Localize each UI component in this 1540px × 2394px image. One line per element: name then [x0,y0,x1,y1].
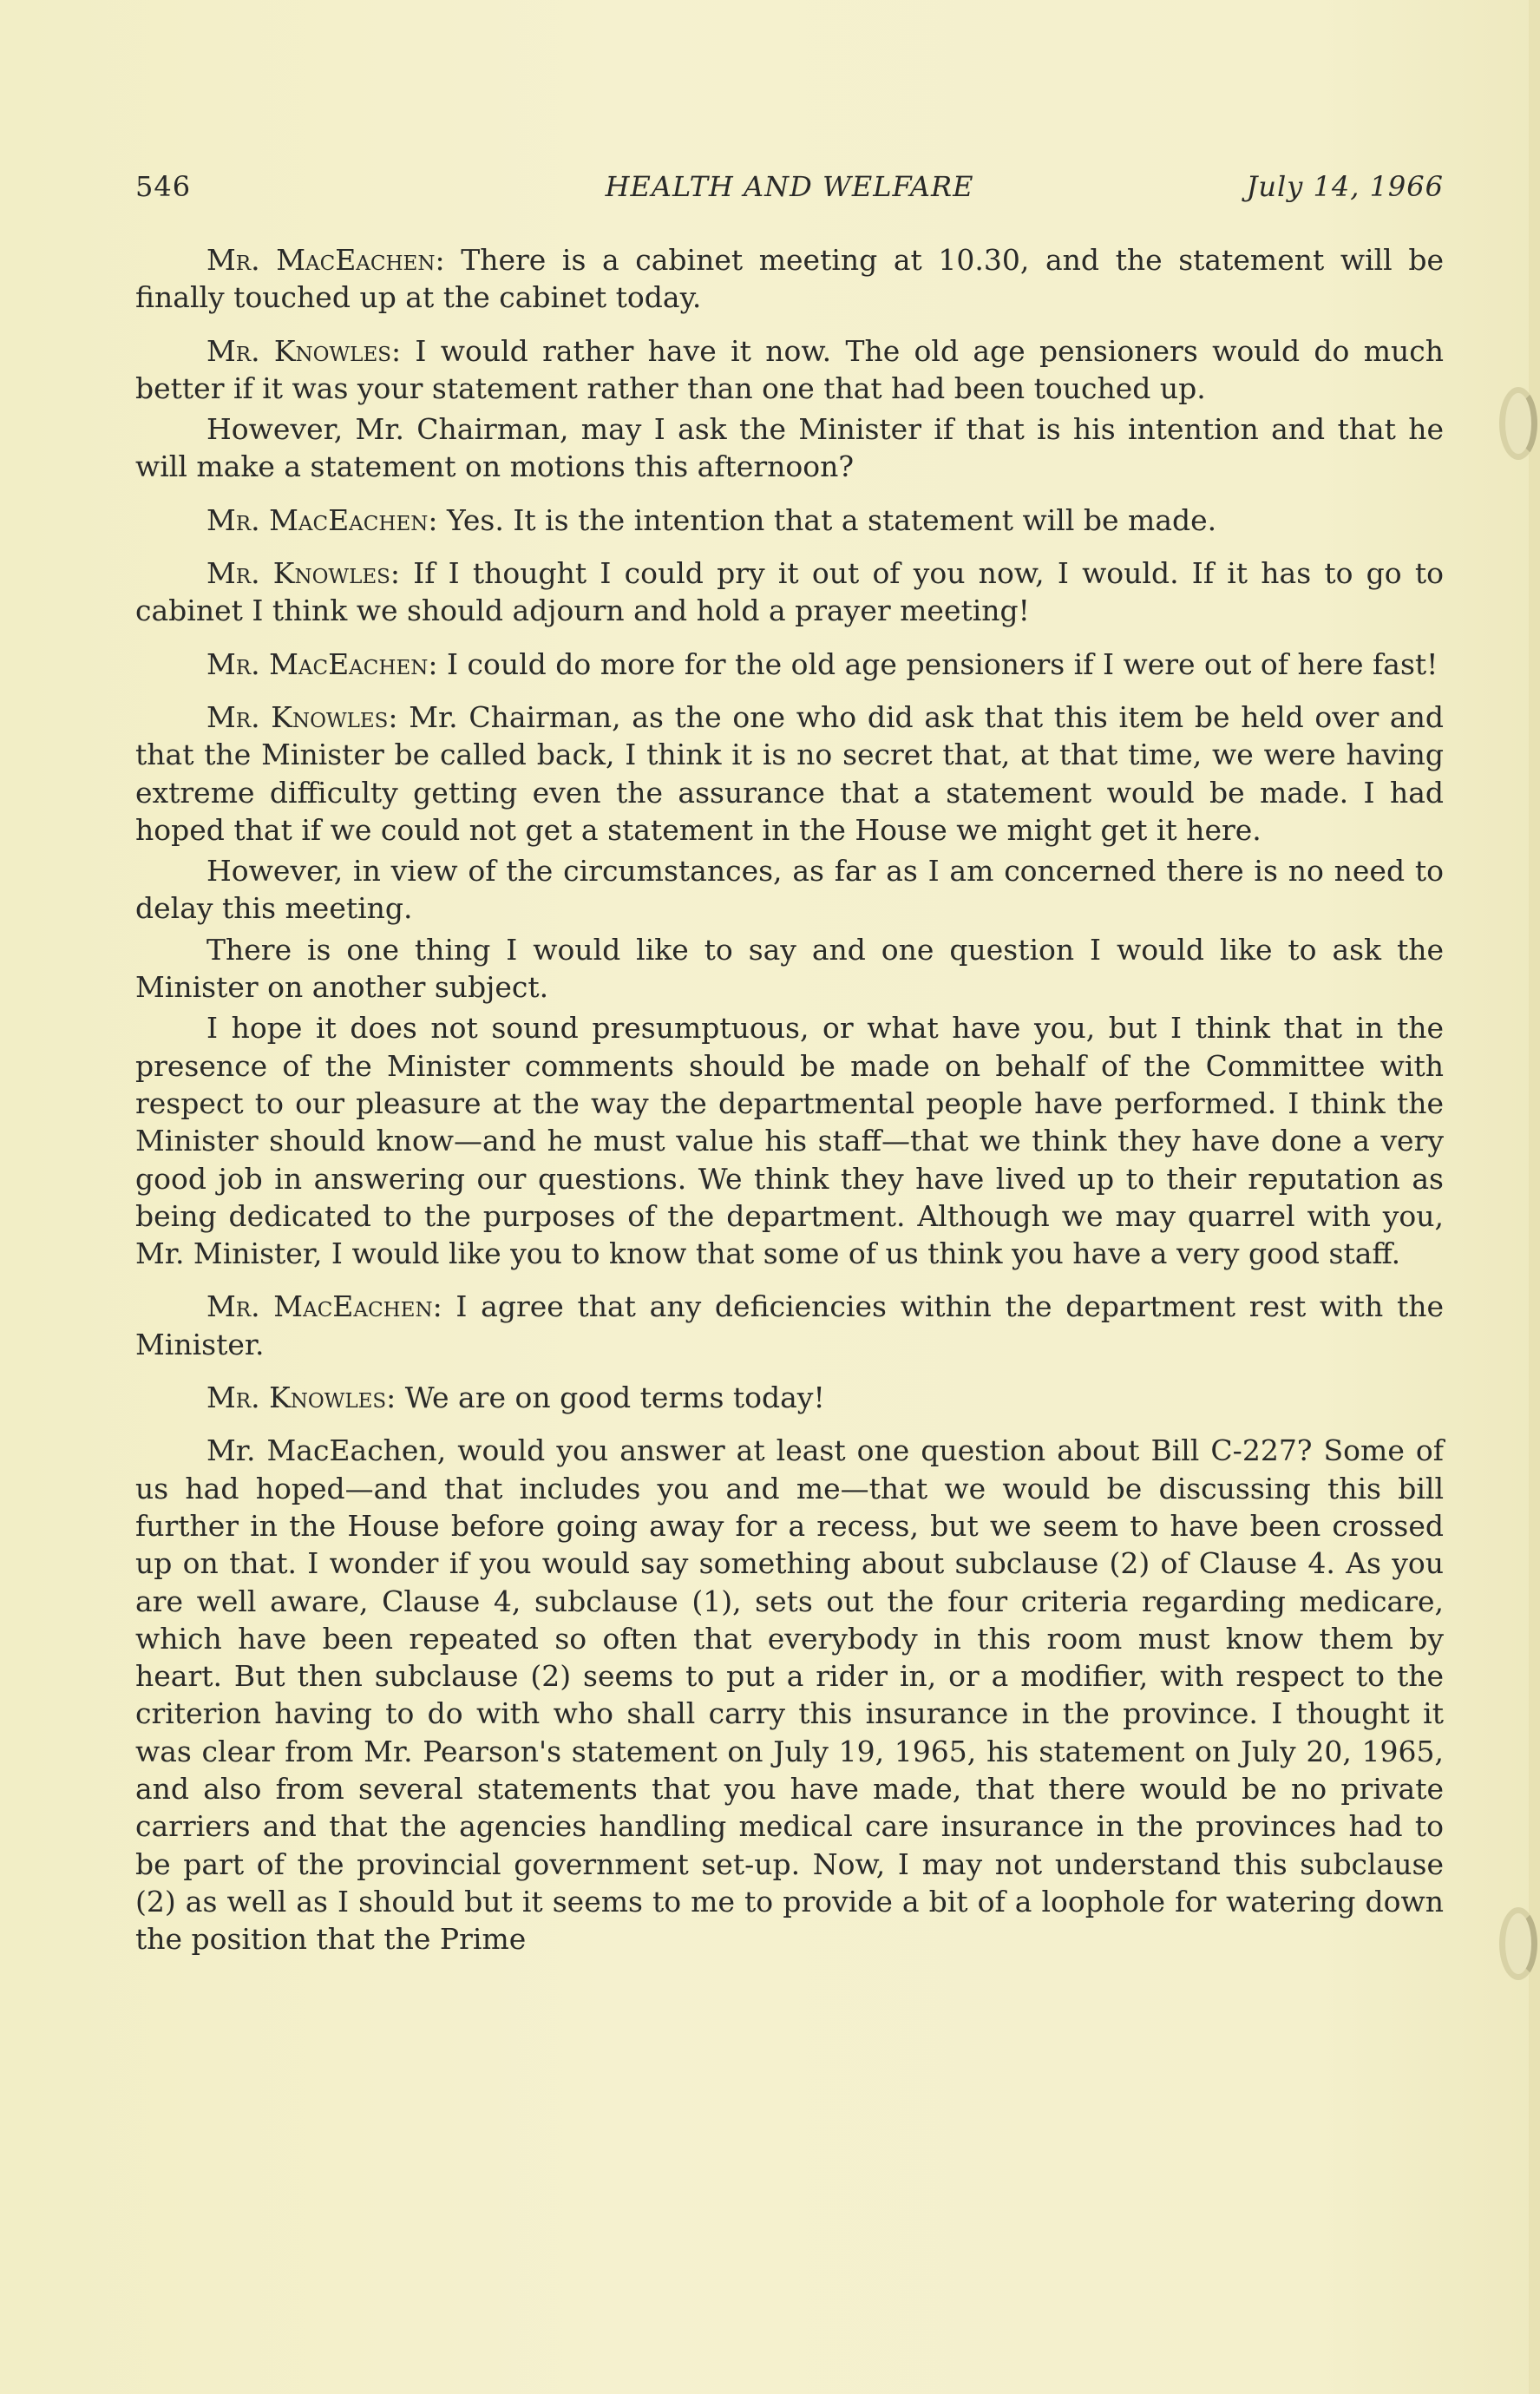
paragraph [135,241,1444,317]
speaker-name: Mr. MacEachen: [206,243,445,277]
paragraph-text: I could do more for the old age pensioners if I were out of here fast! [437,646,1438,681]
paragraph [135,502,1444,539]
page-number: 546 [135,170,192,203]
page-edge [1529,0,1540,2394]
speaker-name: Mr. Knowles: [206,1381,396,1415]
paragraph-text: If I thought I could pry it out of you now, I would. If it has to go to cabinet I think we should adjourn and hold a prayer meeting! [135,556,1444,628]
binding-ring-bottom [1499,1907,1537,1980]
paragraph [135,1432,1444,1958]
paragraph [135,852,1444,928]
speaker-name: Mr. MacEachen: [206,646,438,681]
paragraph-text: Mr. MacEachen, would you answer at least one question about Bill C-227? Some of us had hoped—and that includes you and me—that we would be discussing this bill further in the House before going away for a recess, but we seem to have been crossed up on that. I wonder if you would say something about subclause (2) of Clause 4. As you are well aware, Clause 4, subclause (1), sets out the four criteria regarding medicare, which have been repeated so often that everybody in this room must know them by heart. But then subclause (2) seems to put a rider in, or a modifier, with respect to the criterion having to do with who shall carry this insurance in the province. I thought it was clear from Mr. Pearson's statement on July 19, 1965, his statement on July 20, 1965, and also from several statements that you have made, that there would be no private carriers and that the agencies handling medical care insurance in the provinces had to be part of the provincial government set-up. Now, I may not understand this subclause (2) as well as I should but it seems to me to provide a bit of a loophole for watering down the position that the Prime [135,1433,1444,1957]
paragraph [135,1288,1444,1363]
paragraph-text: Mr. Chairman, as the one who did ask that this item be held over and that the Minister be called back, I think it is no secret that, at that time, we were having extreme difficulty getting even the assurance that a statement would be made. I had hoped that if we could not get a statement in the House we might get it here. [135,699,1444,847]
paragraph-text: There is a cabinet meeting at 10.30, and the statement will be finally touched up at the cabinet today. [135,243,1444,315]
speaker-name: Mr. Knowles: [206,333,402,368]
paragraph-text: However, Mr. Chairman, may I ask the Minister if that is his intention and that he will make a statement on motions this afternoon? [135,412,1444,484]
paragraph-text: There is one thing I would like to say and one question I would like to ask the Minister on another subject. [135,932,1444,1005]
paragraph [135,699,1444,849]
speaker-name: Mr. Knowles: [206,699,398,734]
paragraph-text: I agree that any deficiencies within the department rest with the Minister. [135,1289,1444,1361]
paragraph-text: Yes. It is the intention that a statement will be made. [437,502,1217,537]
transcript-body [135,241,1444,1958]
paragraph-text: I would rather have it now. The old age pensioners would do much better if it was your statement rather than one that had been touched up. [135,333,1444,405]
paragraph-text: However, in view of the circumstances, as far as I am concerned there is no need to delay this meeting. [135,854,1444,926]
paragraph [135,931,1444,1007]
speaker-name: Mr. MacEachen: [206,1289,442,1324]
paragraph [135,554,1444,630]
speaker-name: Mr. MacEachen: [206,502,438,537]
paragraph [135,646,1444,683]
paragraph-text: I hope it does not sound presumptuous, or what have you, but I think that in the presence of the Minister comments should be made on behalf of the Committee with respect to our pleasure at the way the departmental people have performed. I think the Minister should know—and he must value his staff—that we think they have done a very good job in answering our questions. We think they have lived up to their reputation as being dedicated to the purposes of the department. Although we may quarrel with you, Mr. Minister, I would like you to know that some of us think you have a very good staff. [135,1011,1444,1271]
running-header [135,170,1444,208]
paragraph [135,410,1444,486]
header-date: July 14, 1966 [1246,170,1444,203]
binding-ring-top [1499,387,1537,460]
speaker-name: Mr. Knowles: [206,556,401,591]
paragraph [135,1009,1444,1272]
paragraph [135,332,1444,408]
paragraph [135,1379,1444,1416]
paragraph-text: We are on good terms today! [396,1381,825,1415]
running-title: HEALTH AND WELFARE [605,170,974,203]
